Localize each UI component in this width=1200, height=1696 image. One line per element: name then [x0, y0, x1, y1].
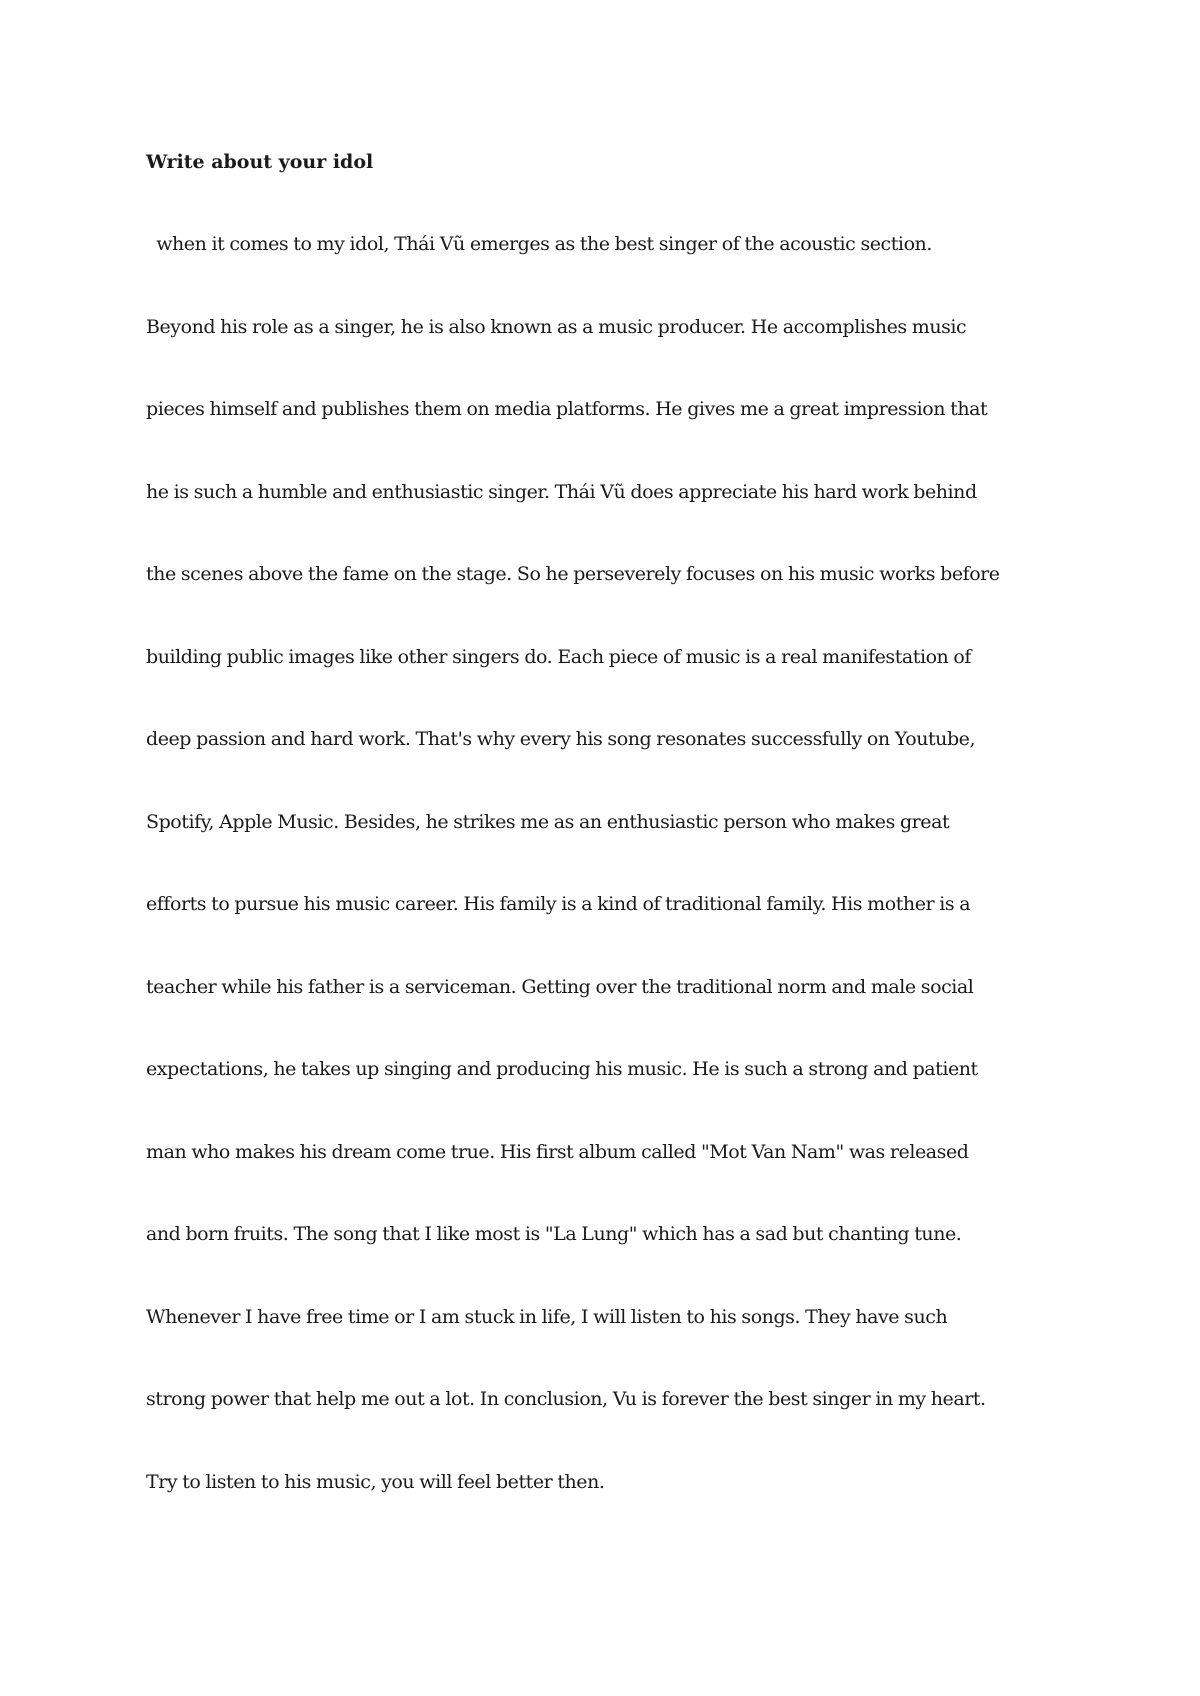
essay-line: and born fruits. The song that I like most is "La Lung" which has a sad but chanting tune. [146, 1223, 962, 1245]
essay-line: building public images like other singers do. Each piece of music is a real manifestation of [146, 645, 972, 668]
document-content [146, 148, 1066, 1551]
essay-line: Try to listen to his music, you will feel better then. [146, 1470, 605, 1493]
essay-line: strong power that help me out a lot. In conclusion, Vu is forever the best singer in my heart. [146, 1388, 986, 1410]
essay-line: deep passion and hard work. That's why every his song resonates successfully on Youtube, [146, 728, 976, 750]
essay-line: when it comes to my idol, Thái Vũ emerges as the best singer of the acoustic section. [146, 233, 932, 255]
essay-line: teacher while his father is a serviceman. Getting over the traditional norm and male social [146, 975, 974, 998]
essay-line: Whenever I have free time or I am stuck in life, I will listen to his songs. They have such [146, 1305, 948, 1328]
essay-line: Beyond his role as a singer, he is also known as a music producer. He accomplishes music [146, 315, 967, 338]
document-title: Write about your idol [146, 151, 374, 173]
essay-line: pieces himself and publishes them on media platforms. He gives me a great impression that [146, 398, 988, 420]
essay-body [146, 176, 1066, 1551]
essay-line: expectations, he takes up singing and producing his music. He is such a strong and patient [146, 1058, 978, 1080]
essay-line: the scenes above the fame on the stage. So he perseverely focuses on his music works before [146, 563, 1000, 585]
essay-line: Spotify, Apple Music. Besides, he strikes me as an enthusiastic person who makes great [146, 810, 950, 833]
essay-line: efforts to pursue his music career. His family is a kind of traditional family. His mother is a [146, 893, 971, 915]
essay-line: man who makes his dream come true. His first album called "Mot Van Nam" was released [146, 1140, 969, 1163]
essay-line: he is such a humble and enthusiastic singer. Thái Vũ does appreciate his hard work behind [146, 480, 977, 503]
